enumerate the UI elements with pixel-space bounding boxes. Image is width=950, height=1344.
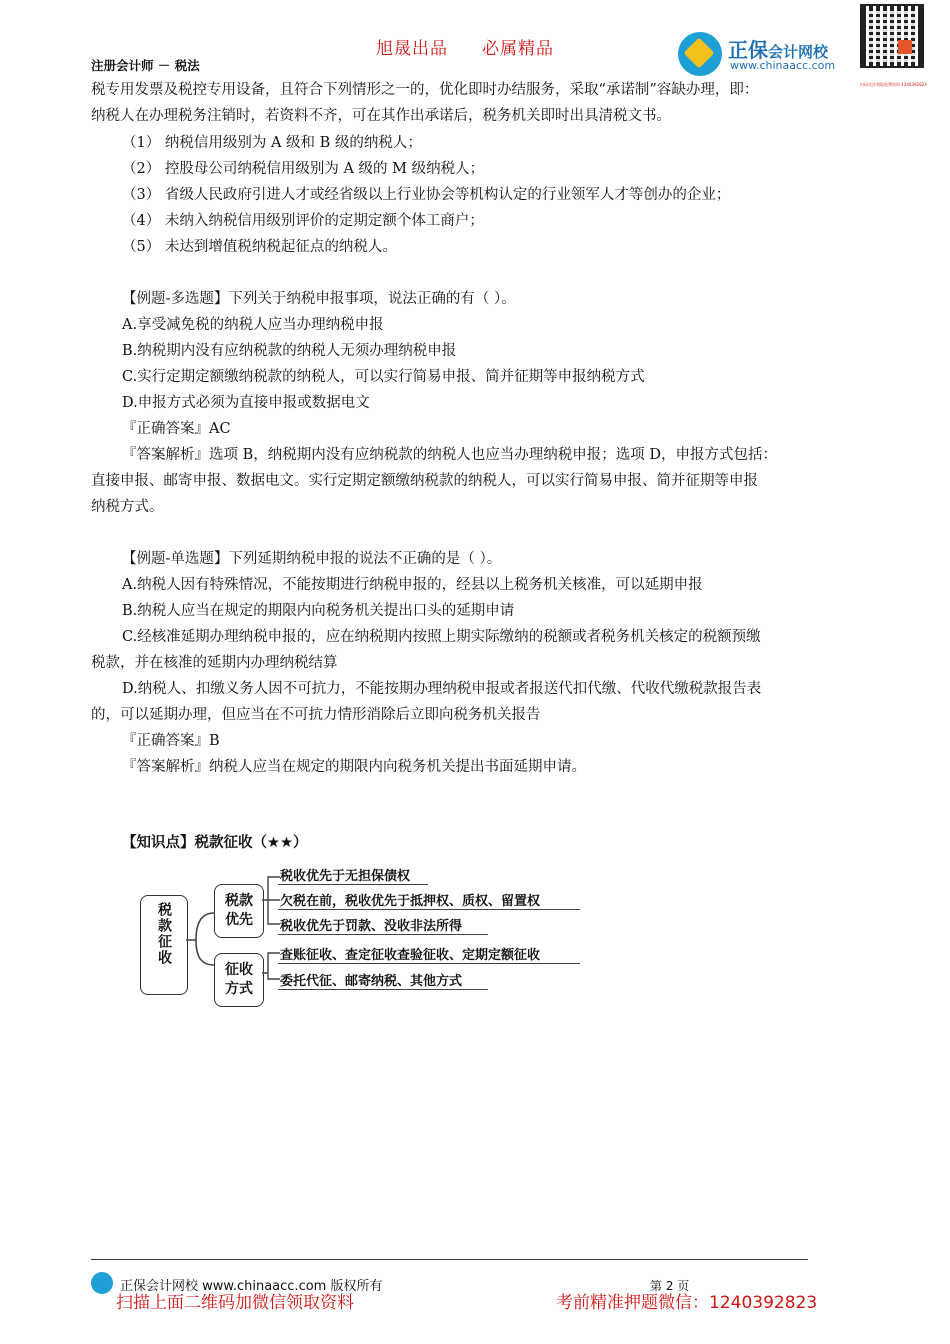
q2-option-d: D.纳税人、扣缴义务人因不可抗力，不能按期办理纳税申报或者报送代扣代缴、代收代缴税款报告表 (122, 681, 762, 697)
brand-slogan (376, 34, 554, 59)
q1-analysis-1: 『答案解析』选项 B，纳税期内没有应纳税款的纳税人也应当办理纳税申报；选项 D，申报方式包括： (122, 447, 777, 463)
q1-analysis-2: 直接申报、邮寄申报、数据电文。实行定期定额缴纳税款的纳税人，可以实行简易申报、简并征期等申报 (91, 473, 758, 489)
condition-4: （4） 未纳入纳税信用级别评价的定期定额个体工商户； (122, 213, 484, 229)
leaf-method-1: 查账征收、查定征收查验征收、定期定额征收 (280, 948, 541, 963)
footer-logo-icon (91, 1272, 113, 1294)
leaf-method-2: 委托代征、邮寄纳税、其他方式 (280, 974, 463, 989)
leaf-priority-3: 税收优先于罚款、没收非法所得 (280, 919, 463, 934)
q2-answer: 『正确答案』B (122, 733, 220, 749)
qr-code-icon (860, 4, 924, 68)
q2-option-a: A.纳税人因有特殊情况，不能按期进行纳税申报的，经县以上税务机关核准，可以延期申报 (122, 577, 703, 593)
condition-5: （5） 未达到增值税纳税起征点的纳税人。 (122, 239, 397, 255)
brand-left: 旭晟出品 (376, 39, 448, 59)
q1-option-d: D.申报方式必须为直接申报或数据电文 (122, 395, 370, 411)
branch1-connector (262, 872, 282, 932)
condition-3: （3） 省级人民政府引进人才或经省级以上行业协会等机构认定的行业领军人才等创办的企业； (122, 187, 731, 203)
q1-option-a: A.享受减免税的纳税人应当办理纳税申报 (122, 317, 384, 333)
footer-copyright: 正保会计网校 www.chinaacc.com 版权所有 (120, 1279, 383, 1294)
q2-analysis: 『答案解析』纳税人应当在规定的期限内向税务机关提出书面延期申请。 (122, 759, 586, 775)
q1-stem: 【例题-多选题】下列关于纳税申报事项，说法正确的有（ ）。 (122, 291, 516, 307)
q1-option-b: B.纳税期内没有应纳税款的纳税人无须办理纳税申报 (122, 343, 457, 359)
q2-option-c: C.经核准延期办理纳税申报的，应在纳税期内按照上期实际缴纳的税额或者税务机关核定的税额预缴 (122, 629, 761, 645)
leaf-priority-1: 税收优先于无担保债权 (280, 869, 411, 884)
brand-right: 必属精品 (482, 39, 554, 59)
intro-line-2: 纳税人在办理税务注销时，若资料不齐，可在其作出承诺后，税务机关即时出具清税文书。 (91, 108, 671, 124)
knowledge-title: 【知识点】税款征收（★★） (122, 835, 308, 851)
leaf-priority-2: 欠税在前，税收优先于抵押权、质权、留置权 (280, 894, 541, 909)
q2-option-c-cont: 税款，并在核准的延期内办理纳税结算 (91, 655, 338, 671)
page-number: 第 2 页 (650, 1279, 690, 1293)
promo-right: 考前精准押题微信：1240392823 (556, 1293, 818, 1313)
condition-2: （2） 控股母公司纳税信用级别为 A 级的 M 级纳税人； (122, 161, 485, 177)
q2-option-d-cont: 的，可以延期办理，但应当在不可抗力情形消除后立即向税务机关报告 (91, 707, 541, 723)
root-connector (186, 885, 216, 995)
q1-analysis-3: 纳税方式。 (91, 499, 164, 515)
q1-option-c: C.实行定期定额缴纳税款的纳税人，可以实行简易申报、简并征期等申报纳税方式 (122, 369, 645, 385)
course-title: 注册会计师 － 税法 (91, 58, 200, 73)
logo-emblem-icon (678, 32, 722, 76)
qr-note: 扫码关注领取免费资料 1240392823 (860, 82, 927, 87)
branch-tax-priority: 税款优先 (214, 884, 264, 938)
q1-answer: 『正确答案』AC (122, 421, 231, 437)
mindmap-root: 税款征收 (140, 895, 188, 995)
logo-name: 正保会计网校 (728, 38, 829, 62)
logo-url: www.chinaacc.com (730, 59, 836, 72)
chinaacc-logo (678, 32, 858, 78)
condition-1: （1） 纳税信用级别为 A 级和 B 级的纳税人； (122, 135, 422, 151)
intro-line-1: 税专用发票及税控专用设备，且符合下列情形之一的，优化即时办结服务，采取“承诺制”容缺办理，即： (91, 82, 759, 98)
footer-divider (91, 1259, 808, 1260)
q2-stem: 【例题-单选题】下列延期纳税申报的说法不正确的是（ ）。 (122, 551, 502, 567)
promo-left: 扫描上面二维码加微信领取资料 (116, 1293, 354, 1313)
q2-option-b: B.纳税人应当在规定的期限内向税务机关提出口头的延期申请 (122, 603, 515, 619)
branch-collection-method: 征收方式 (214, 953, 264, 1007)
branch2-connector (262, 945, 282, 990)
